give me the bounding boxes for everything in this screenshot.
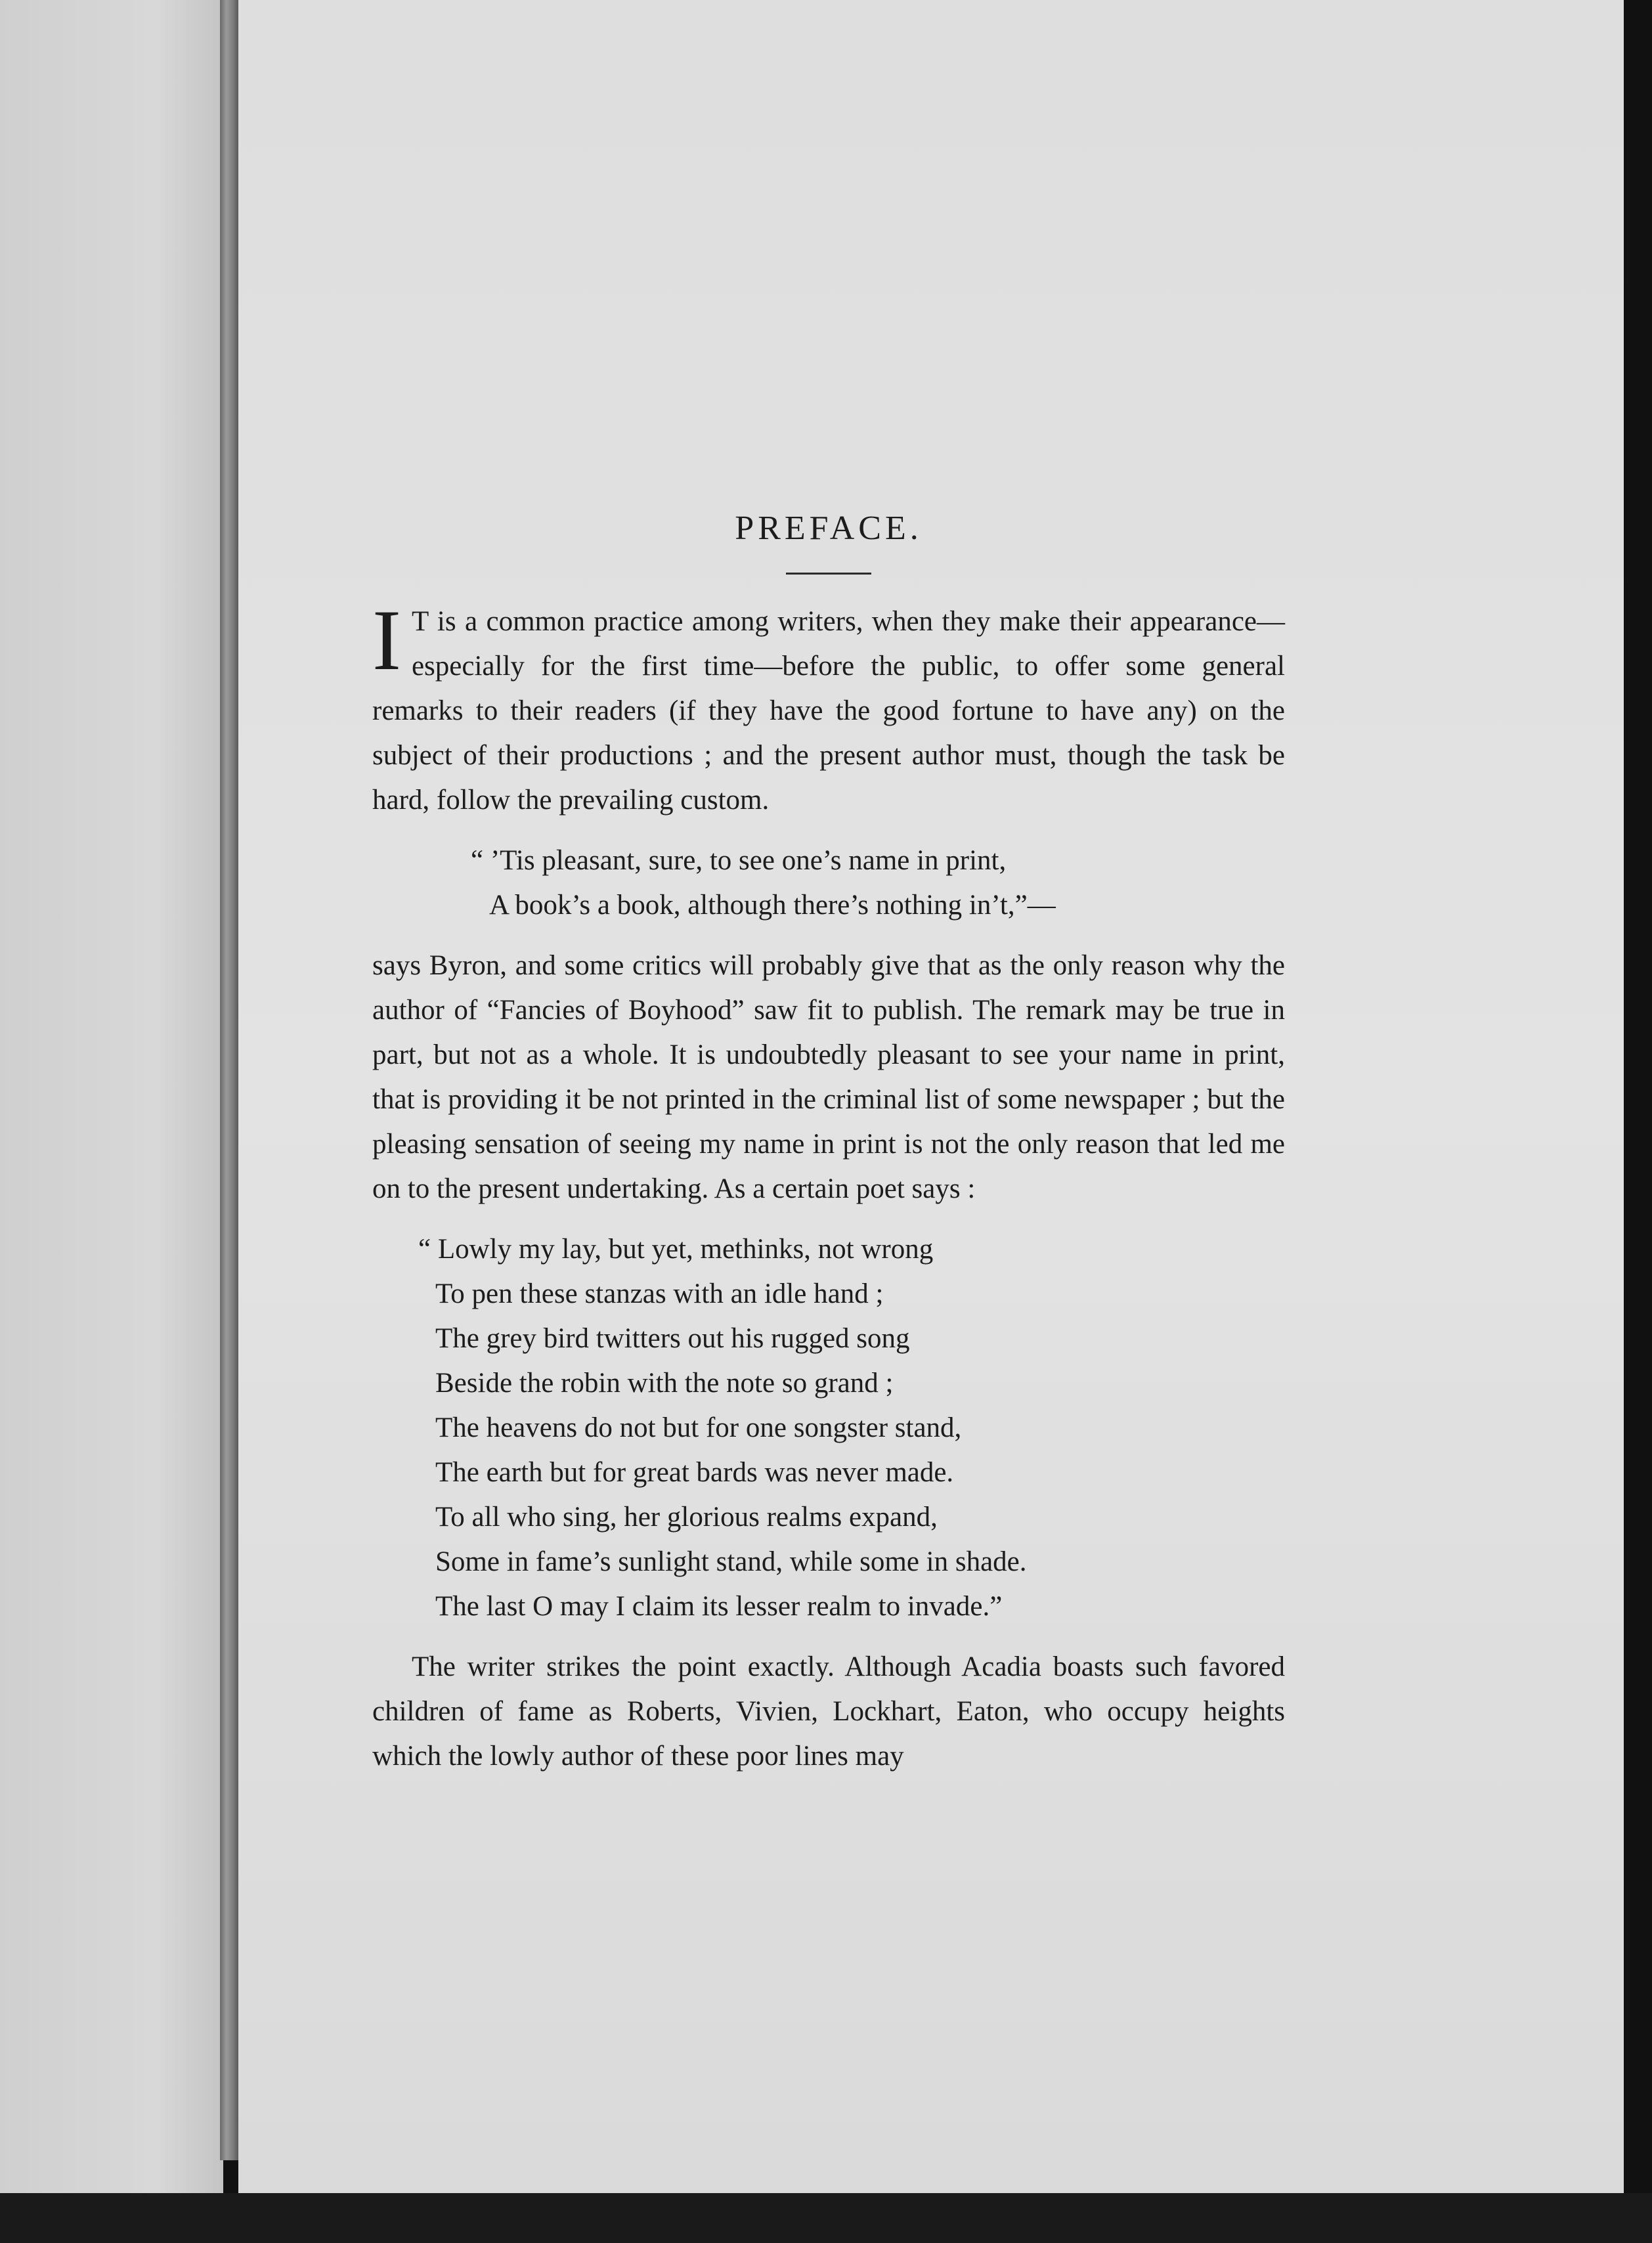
byron-quote bbox=[471, 838, 1285, 928]
scan-border bbox=[0, 2193, 1652, 2243]
poem-line: “ Lowly my lay, but yet, methinks, not wrong bbox=[418, 1234, 934, 1265]
book-gutter bbox=[220, 0, 238, 2160]
poem-quote bbox=[418, 1227, 1285, 1629]
poem-line: The grey bird twitters out his rugged song bbox=[435, 1323, 910, 1354]
poem-line: To pen these stanzas with an idle hand ; bbox=[435, 1278, 884, 1309]
poem-line: Some in fame’s sunlight stand, while some in shade. bbox=[435, 1546, 1027, 1577]
quote-line: A book’s a book, although there’s nothing in’t,”— bbox=[489, 890, 1056, 921]
title-rule bbox=[786, 573, 871, 575]
quote-line: “ ’Tis pleasant, sure, to see one’s name in print, bbox=[471, 845, 1007, 876]
page-title: PREFACE. bbox=[735, 510, 923, 547]
poem-line: Beside the robin with the note so grand ; bbox=[435, 1368, 894, 1399]
paragraph-1: IT is a common practice among writers, when they make their appearance—especially for the first time—before the public, to offer some general remarks to their readers (if they have the good fortune to have any) on the subject of their productions ; and the present author must, though the task be hard, follow the prevailing custom. bbox=[372, 592, 1285, 816]
poem-line: To all who sing, her glorious realms expand, bbox=[435, 1502, 938, 1533]
paragraph-2: says Byron, and some critics will probably give that as the only reason why the author of “Fancies of Boyhood” saw fit to publish. The remark may be true in part, but not as a whole. It is undoubtedly pleasant to see your name in print, that is providing it be not printed in the criminal list of some newspaper ; but the pleasing sensation of seeing my name in print is not the only reason that led me on to the present undertaking. As a certain poet says : bbox=[372, 950, 1285, 1204]
poem-line: The last O may I claim its lesser realm to invade.” bbox=[435, 1591, 1003, 1622]
poem-line: The earth but for great bards was never made. bbox=[435, 1457, 954, 1488]
page-text bbox=[372, 506, 1285, 1779]
paragraph-3: The writer strikes the point exactly. Although Acadia boasts such favored children of fame as Roberts, Vivien, Lockhart, Eaton, who occupy heights which the lowly author of these poor lines may bbox=[372, 1651, 1285, 1772]
poem-line: The heavens do not but for one songster stand, bbox=[435, 1412, 962, 1443]
facing-page bbox=[0, 0, 223, 2193]
